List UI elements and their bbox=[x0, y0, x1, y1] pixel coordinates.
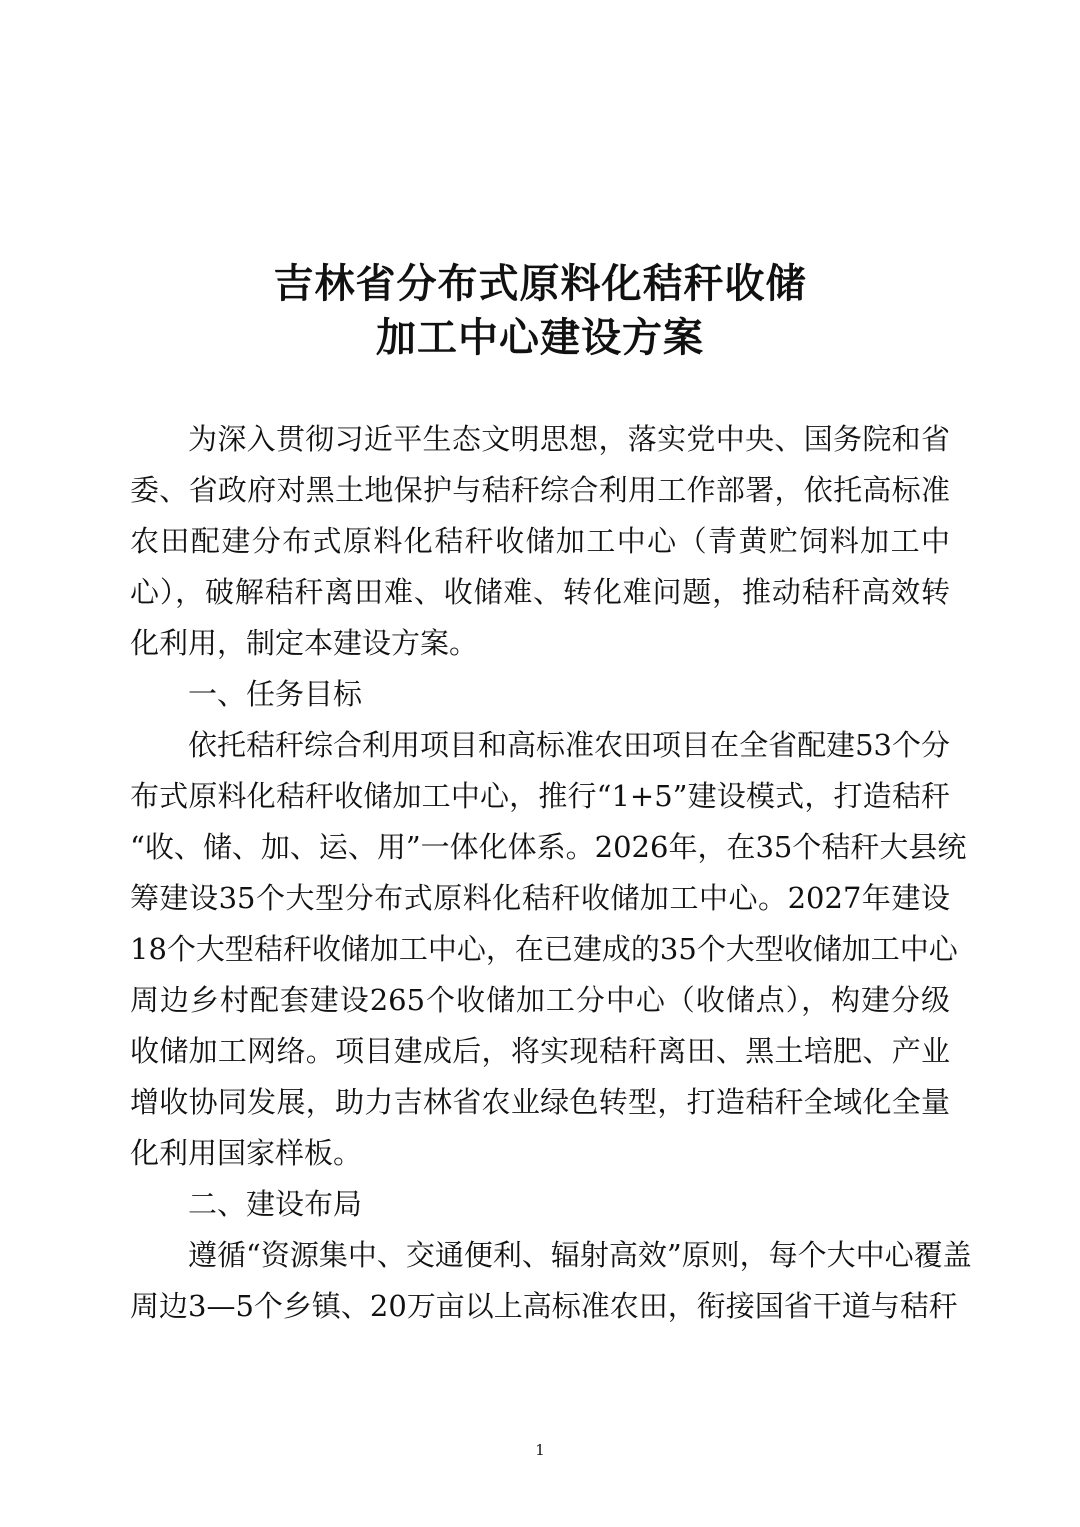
section-1-line-8: 增收协同发展，助力吉林省农业绿色转型，打造秸秆全域化全量 bbox=[130, 1085, 950, 1119]
section-1-line-9: 化利用国家样板。 bbox=[130, 1136, 363, 1170]
section-1-line-7: 收储加工网络。项目建成后，将实现秸秆离田、黑土培肥、产业 bbox=[130, 1034, 950, 1068]
section-1-line-6: 周边乡村配套建设265个收储加工分中心（收储点），构建分级 bbox=[130, 983, 950, 1017]
intro-line-1: 为深入贯彻习近平生态文明思想，落实党中央、国务院和省 bbox=[188, 422, 950, 456]
section-2-line-1: 遵循“资源集中、交通便利、辐射高效”原则，每个大中心覆盖 bbox=[188, 1238, 972, 1272]
intro-line-2: 委、省政府对黑土地保护与秸秆综合利用工作部署，依托高标准 bbox=[130, 473, 950, 507]
intro-line-4: 心），破解秸秆离田难、收储难、转化难问题，推动秸秆高效转 bbox=[130, 575, 950, 609]
section-1-line-1: 依托秸秆综合利用项目和高标准农田项目在全省配建53个分 bbox=[188, 728, 950, 762]
section-1-line-5: 18个大型秸秆收储加工中心，在已建成的35个大型收储加工中心 bbox=[130, 932, 958, 966]
intro-line-5: 化利用，制定本建设方案。 bbox=[130, 626, 479, 660]
page-number: 1 bbox=[535, 1441, 545, 1459]
section-heading-construction-layout: 二、建设布局 bbox=[188, 1187, 363, 1221]
document-title-line-1: 吉林省分布式原料化秸秆收储 bbox=[273, 260, 807, 307]
section-2-line-2: 周边3—5个乡镇、20万亩以上高标准农田，衔接国省干道与秸秆 bbox=[130, 1289, 958, 1323]
section-1-line-4: 筹建设35个大型分布式原料化秸秆收储加工中心。2027年建设 bbox=[130, 881, 950, 915]
intro-line-3: 农田配建分布式原料化秸秆收储加工中心（青黄贮饲料加工中 bbox=[130, 524, 950, 558]
section-heading-task-goals: 一、任务目标 bbox=[188, 677, 363, 711]
section-1-line-2: 布式原料化秸秆收储加工中心，推行“1+5”建设模式，打造秸秆 bbox=[130, 779, 950, 813]
document-title-line-2: 加工中心建设方案 bbox=[376, 314, 704, 361]
section-1-line-3: “收、储、加、运、用”一体化体系。2026年，在35个秸秆大县统 bbox=[130, 830, 967, 864]
